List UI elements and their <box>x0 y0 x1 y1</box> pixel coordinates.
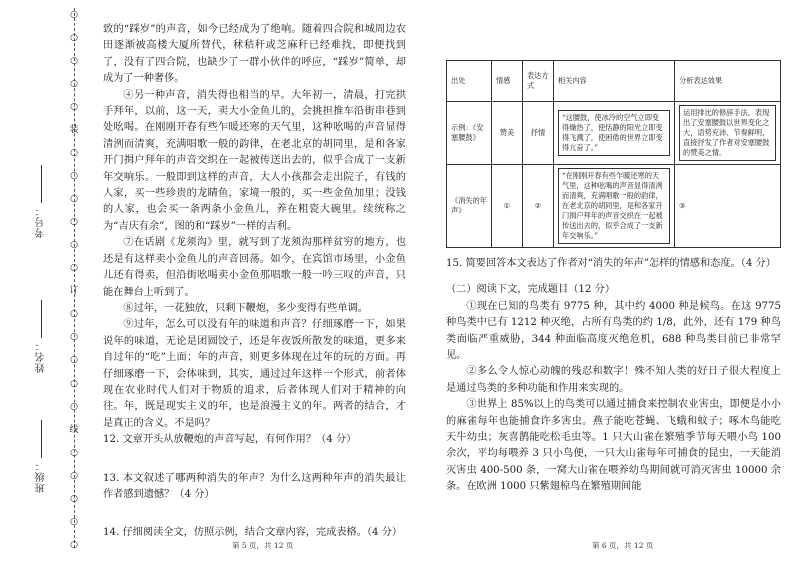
question-13: 13. 本文叙述了哪两种消失的年声？为什么这两种年声的消失最让作者感到遗憾？（4 分） <box>103 472 406 500</box>
table-row-example <box>447 102 781 165</box>
passage-paragraph: ③世界上 85%以上的鸟类可以通过捕食来控制农业害虫，即便是小小的麻雀每年也能捕食许多害虫。燕子能吃苍蝇、飞蛾和蚊子；啄木鸟能吃天牛幼虫；灰喜鹊能吃松毛虫等。1 只大山雀在繁殖季节每天喂小鸟 100 余次，平均每喂养 3 只小鸟便，一只大山雀每年可捕食的昆虫，一天能消灭害虫 400-500 条，一窝大山雀在喂养幼鸟期间就可消灭害虫 10000 余条。在欧洲 1000 只紫翅椋鸟在繁殖期间能 <box>446 399 781 493</box>
binding-circle-mark: ○ <box>70 171 78 182</box>
binding-char-mark: 装 <box>69 125 79 136</box>
passage-paragraph: 致的“踩岁”的声音，如今已经成为了绝响。随着四合院和城周边农田逐渐被高楼大厦所替代，秫秸秆或芝麻秆已经难找，即便找到了，没有了四合院，也缺少了一群小伙伴的呼应，“踩岁”简单，却成为了一种奢侈。 <box>103 24 406 85</box>
binding-circle-mark: ○ <box>70 401 78 412</box>
binding-circle-mark: ○ <box>70 447 78 458</box>
table-cell-analysis <box>675 102 781 165</box>
right-column <box>446 60 781 496</box>
binding-circle-mark: ○ <box>70 309 78 320</box>
binding-circle-mark: ○ <box>70 194 78 205</box>
example-quote: “这腰鼓，使冰冷的空气立即变得燥热了，使恬静的阳光立即变得飞溅了，使困倦的世界立即变得亢奋了。” <box>558 110 670 156</box>
answer-blank-3[interactable]: ③ <box>675 165 781 248</box>
passage-paragraph: ⑨过年，怎么可以没有年的味道和声音？仔细琢磨一下，如果说年的味道，无论是团圆饺子，还是年夜饭所散发的味道，更多来自过年的“吃”上面；年的声音，则更多体现在过年的玩的方面。再仔细琢磨一下，会体味到，其实，通过过年这样一个形式，前者体现在农业时代人们对于物质的追求，后者体现人们对于精神的向往。年，既是现实主义的年，也是浪漫主义的年。两者的结合，才是真正的含义。不是吗？ <box>103 319 406 429</box>
table-cell-emotion: 赞美 <box>492 102 523 165</box>
answer-space[interactable] <box>103 503 406 525</box>
binding-circle-mark: ○ <box>70 10 78 20</box>
binding-circle-mark: ○ <box>70 332 78 343</box>
passage-paragraph: ①现在已知的鸟类有 9775 种，其中约 4000 种是候鸟。在这 9775 种鸟类中已有 1212 种灭绝，占所有鸟类的约 1/8，此外，还有 179 种鸟类面临严重威胁，344 种面临高度灭绝危机，688 种鸟类目前已非常罕见。 <box>446 300 781 362</box>
table-cell-content <box>554 102 675 165</box>
binding-circle-mark: ○ <box>70 33 78 44</box>
binding-circle-mark: ○ <box>70 240 78 251</box>
name-field <box>34 300 49 373</box>
question-14-table <box>446 60 781 248</box>
binding-circle-mark: ○ <box>70 148 78 159</box>
row-quote: “在刚刚开春有些乍暖还寒的天气里，这种吆喝的声音显得清洌而清爽，充满唱歌一般的韵律，在老北京的胡同里，是和各家开门揖户拜年的声音交织在一起被传送出去的，似乎合成了一支新年交响乐。” <box>558 168 670 244</box>
question-12: 12. 文章开头从放鞭炮的声音写起，有何作用？（4 分） <box>103 434 357 446</box>
binding-char-mark: 线 <box>69 424 79 435</box>
answer-blank-2[interactable]: ② <box>523 165 554 248</box>
binding-circle-mark: ○ <box>70 79 78 90</box>
binding-circle-mark: ○ <box>70 378 78 389</box>
class-label: 班级： <box>36 460 47 493</box>
binding-circle-mark: ○ <box>70 217 78 228</box>
table-header-cell: 情感 <box>492 61 523 102</box>
binding-circle-mark: ○ <box>70 470 78 481</box>
answer-space[interactable] <box>446 272 781 282</box>
passage-paragraph: ④另一种声音，消失得也相当的早。大年初一，清晨，打完拱手拜年，以前，这一天，卖大小金鱼儿的，会挑担推车沿街串巷到处吆喝。在刚刚开春有些乍暖还寒的天气里，这种吆喝的声音显得清洌而清爽，充满唱歌一般的韵律，在老北京的胡同里，是和各家开门揖户拜年的声音交织在一起被传送出去的，似乎合成了一支新年交响乐。一般即到这样的声音，大人小孩都会走出院子，有钱的人家，买一些珍贵的龙睛鱼，家境一般的，买一些金鱼加里；没钱的人家，也会买一条两条小金鱼儿，养在粗瓷大碗里。续统称之为“吉庆有余”，图的和“踩岁”一样的吉利。 <box>103 89 406 232</box>
table-cell-source: 《消失的年声》 <box>447 165 492 248</box>
table-cell-mode: 抒情 <box>523 102 554 165</box>
binding-margin <box>0 0 88 561</box>
passage-paragraph: ⑧过年，一花独放，只剩下鞭炮，多少变得有些单调。 <box>123 302 368 314</box>
table-header-cell: 出处 <box>447 61 492 102</box>
exam-id-label: 考号： <box>36 205 47 238</box>
binding-circle-mark: ○ <box>70 56 78 67</box>
binding-circle-mark: ○ <box>70 539 78 550</box>
page-number-left: 第 5 页，共 12 页 <box>232 541 294 550</box>
name-label: 姓名： <box>36 340 47 373</box>
class-field <box>34 420 49 493</box>
question-15: 15. 简要回答本文表达了作者对“消失的年声”怎样的情感和态度。（4 分） <box>446 258 776 269</box>
table-row-answer <box>447 165 781 248</box>
table-header-row <box>447 61 781 102</box>
answer-blank-1[interactable]: ① <box>492 165 523 248</box>
table-header-cell: 相关内容 <box>554 61 675 102</box>
left-column <box>103 22 406 542</box>
table-header-cell: 表达方式 <box>523 61 554 102</box>
example-analysis: 运用排比的修辞手法，表现出了安塞腰鼓以世界变化之大，语势充沛、节奏鲜明，直接抒发了作者对安塞腰鼓的赞美之情。 <box>679 105 776 161</box>
binding-circle-mark: ○ <box>70 102 78 113</box>
binding-circle-mark: ○ <box>70 516 78 527</box>
passage-paragraph: ②多么令人惊心动魄的残忍和数字！殊不知人类的好日子很大程度上是通过鸟类的多种功能和作用来实现的。 <box>446 366 781 394</box>
table-cell-content <box>554 165 675 248</box>
table-header-cell: 分析表达效果 <box>675 61 781 102</box>
passage-paragraph: ⑦在话剧《龙须沟》里，就写到了龙须沟那样贫穷的地方，也还是有这样卖小金鱼儿的声音回荡。如今，在宾馆市场里，小金鱼儿还有得卖，但沿街吆喝卖小金鱼那唱歌一般一吟三叹的声音，只能在舞台上听到了。 <box>103 237 406 298</box>
page-number-right: 第 6 页，共 12 页 <box>592 541 654 550</box>
binding-circle-mark: ○ <box>70 493 78 504</box>
answer-space[interactable] <box>103 449 406 471</box>
section-heading: （二）阅读下文，完成题目（12 分） <box>446 284 616 296</box>
binding-circle-mark: ○ <box>70 355 78 366</box>
binding-marks <box>66 10 82 550</box>
table-cell-source: 示例：《安塞腰鼓》 <box>447 102 492 165</box>
binding-char-mark: 订 <box>69 286 79 297</box>
exam-id-field <box>34 165 49 238</box>
binding-circle-mark: ○ <box>70 263 78 274</box>
question-14: 14. 仔细阅读全文，仿照示例，结合文章内容，完成表格。（4 分） <box>103 527 403 539</box>
